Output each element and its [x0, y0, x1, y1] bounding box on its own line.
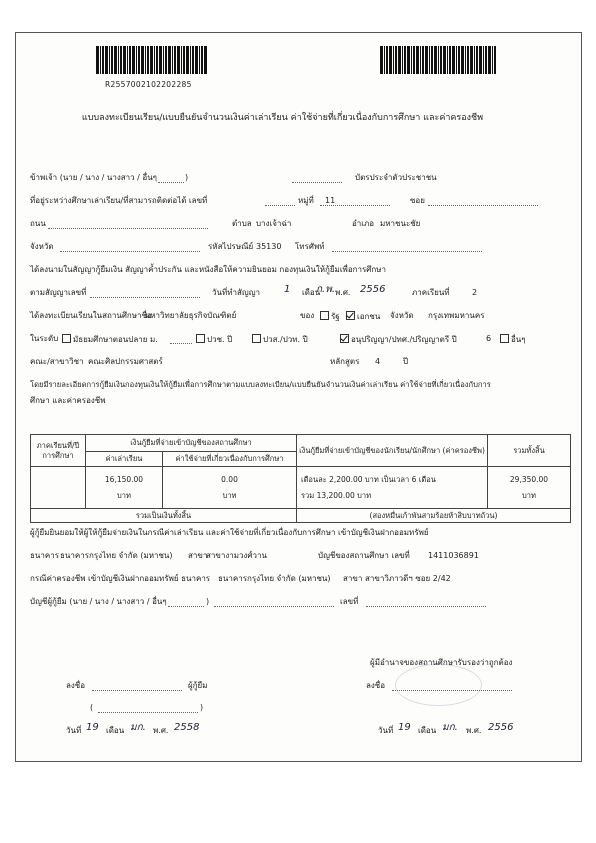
private-option[interactable] — [346, 311, 380, 322]
barcode-bar — [443, 46, 446, 74]
barcode-bar — [132, 46, 135, 74]
barcode-bar — [172, 46, 173, 74]
tuition-cell[interactable] — [86, 467, 163, 509]
barcode-bar — [123, 46, 126, 74]
barcode-bar — [168, 46, 171, 74]
school-bank-label: ธนาคาร — [30, 551, 59, 560]
officer-date-label: วันที่ — [378, 726, 394, 735]
barcode-bar — [145, 46, 146, 74]
barcode-bar — [127, 46, 128, 74]
moo-value[interactable]: 11 — [325, 196, 336, 205]
tambon-value[interactable]: บางเจ้าฉ่า — [256, 219, 292, 228]
living-branch-value[interactable]: สาขาวิภาวดีฯ ซอย 2/42 — [365, 574, 451, 583]
barcode-bar — [411, 46, 412, 74]
school-account-label: บัญชีของสถานศึกษา เลขที่ — [318, 551, 410, 560]
total-words-label: รวมเป็นเงินทั้งสิ้น — [31, 509, 297, 523]
contract-date-value[interactable]: 1 — [284, 284, 291, 295]
barcode-bar — [474, 46, 475, 74]
borrower-role: ผู้กู้ยืม — [188, 681, 208, 690]
total-words: (สองหมื่นเก้าพันสามร้อยห้าสิบบาทถ้วน) — [297, 509, 571, 523]
contract-month-label: เดือน — [302, 288, 321, 297]
applicant-label: ข้าพเจ้า (นาย / นาง / นางสาว / อื่นๆ — [30, 173, 157, 182]
barcode-bar — [138, 46, 140, 74]
school-of-label: ของ — [300, 311, 315, 320]
barcode-bar — [181, 46, 182, 74]
related-expense-baht: บาท — [222, 490, 237, 500]
borrower-title-close: ) — [206, 597, 210, 606]
barcode-bar — [476, 46, 478, 74]
barcode-bar — [485, 46, 487, 74]
barcode-number: R25570021022022​85 — [105, 80, 192, 89]
barcode-bar — [413, 46, 415, 74]
level-option-other[interactable] — [500, 334, 526, 345]
soi-label: ซอย — [410, 196, 425, 205]
contract-no-blank[interactable] — [90, 288, 200, 298]
total-cell[interactable] — [488, 467, 571, 509]
loan-detail-statement-cont: ศึกษา และค่าครองชีพ — [30, 396, 106, 405]
consent-statement: ผู้กู้ยืมยินยอมให้ผู้ให้กู้ยืมจ่ายเงินในกรณีค่าเล่าเรียน และค่าใช้จ่ายที่เกี่ยวเนื่องกับการศึกษา เข้าบัญชีเงินฝากออมทรัพย์ — [30, 528, 429, 537]
amphoe-label: อำเภอ — [352, 219, 375, 228]
barcode-bar — [386, 46, 388, 74]
borrower-paren-close: ) — [200, 703, 204, 712]
barcode-bar — [186, 46, 189, 74]
borrower-account-no-label: เลขที่ — [340, 597, 359, 606]
sum-label: รวม — [301, 490, 315, 500]
barcode-bar — [156, 46, 158, 74]
barcode-bar — [404, 46, 406, 74]
borrower-sign-label: ลงชื่อ — [66, 681, 86, 690]
phone-label: โทรศัพท์ — [295, 242, 325, 251]
province-label: จังหวัด — [30, 242, 54, 251]
borrower-account-label: บัญชีผู้กู้ยืม (นาย / นาง / นางสาว / อื่นๆ — [30, 597, 167, 606]
barcode-bar — [380, 46, 383, 74]
secondary-checkbox[interactable] — [62, 334, 71, 343]
barcode-bar — [105, 46, 108, 74]
total-baht: บาท — [522, 490, 536, 500]
barcode-bar — [456, 46, 457, 74]
barcode-bar — [190, 46, 191, 74]
borrower-year-value[interactable]: 2558 — [174, 722, 200, 733]
borrower-signature-blank[interactable] — [92, 681, 182, 691]
tuition-baht: บาท — [117, 490, 131, 500]
school-payment-header: เงินกู้ยืมที่จ่ายเข้าบัญชีของสถานศึกษา — [86, 435, 297, 452]
private-checkbox[interactable] — [346, 311, 355, 320]
living-branch-label: สาขา — [343, 574, 363, 583]
barcode-bar — [461, 46, 464, 74]
sum-line — [301, 491, 487, 501]
barcode-bar — [163, 46, 164, 74]
bachelor-checkbox[interactable] — [340, 334, 349, 343]
related-expense-value: 0.00 — [221, 474, 238, 484]
tuition-value: 16,150.00 — [104, 474, 144, 484]
months-unit: เดือน — [418, 474, 436, 484]
student-payment-header: เงินกู้ยืมที่จ่ายเข้าบัญชีของนักเรียน/นักศึกษา (ค่าครองชีพ) — [297, 435, 488, 467]
secondary-label: มัธยมศึกษาตอนปลาย ม. — [73, 335, 158, 344]
secondary-year-blank[interactable] — [170, 334, 192, 344]
barcode-bar — [114, 46, 117, 74]
high-vocational-checkbox[interactable] — [252, 334, 261, 343]
bachelor-label: อนุปริญญา/ปทศ./ปริญญาตรี ปี — [351, 335, 457, 344]
related-expense-cell[interactable] — [163, 467, 297, 509]
barcode-bar — [431, 46, 433, 74]
barcode-bar — [492, 46, 493, 74]
contract-statement: ได้ลงนามในสัญญากู้ยืมเงิน สัญญาค้ำประกัน และหนังสือให้ความยินยอม กองทุนเงินให้กู้ยืมเพื่อการศึกษา — [30, 265, 386, 274]
barcode-bar — [129, 46, 131, 74]
school-branch-value[interactable]: สาขางามวงศ์วาน — [206, 551, 267, 560]
title-close: ) — [185, 173, 189, 182]
barcode-bar — [440, 46, 442, 74]
barcode-bar — [150, 46, 153, 74]
school-account-value[interactable]: 1411036891 — [428, 551, 479, 560]
barcode-bar — [407, 46, 410, 74]
faculty-label: คณะ/สาขาวิชา — [30, 357, 84, 366]
borrower-printed-name-blank[interactable] — [98, 703, 198, 713]
barcode-bar — [204, 46, 207, 74]
level-option-vocational[interactable] — [196, 334, 232, 345]
school-branch-label: สาขา — [188, 551, 208, 560]
term-cell[interactable] — [31, 467, 86, 509]
contract-month-value[interactable]: ก.พ. — [316, 284, 336, 295]
other-label: อื่นๆ — [511, 335, 526, 344]
tuition-header: ค่าเล่าเรียน — [86, 452, 163, 467]
living-cost-cell[interactable] — [297, 467, 488, 509]
borrower-date-label: วันที่ — [66, 726, 82, 735]
barcode-bar — [488, 46, 491, 74]
barcode-left — [96, 46, 211, 74]
barcode-bar — [467, 46, 469, 74]
barcode-bar — [470, 46, 473, 74]
barcode-bar — [199, 46, 200, 74]
tambon-label: ตำบล — [232, 219, 252, 228]
monthly-label: เดือนละ — [301, 474, 327, 484]
borrower-title-blank[interactable] — [168, 597, 204, 607]
barcode-bar — [422, 46, 424, 74]
barcode-bar — [402, 46, 403, 74]
barcode-bar — [389, 46, 392, 74]
sum-baht: บาท — [357, 490, 372, 500]
barcode-bar — [458, 46, 460, 74]
barcode-bar — [434, 46, 437, 74]
barcode-bar — [141, 46, 144, 74]
borrower-account-no-blank[interactable] — [366, 597, 486, 607]
living-bank-value[interactable]: ธนาคารกรุงไทย จำกัด (มหาชน) — [218, 574, 331, 583]
borrower-year-label: พ.ศ. — [153, 726, 169, 735]
barcode-bar — [452, 46, 455, 74]
borrower-paren-open: ( — [90, 703, 94, 712]
phone-blank[interactable] — [332, 242, 482, 252]
school-province-label: จังหวัด — [390, 311, 414, 320]
barcode-bar — [147, 46, 149, 74]
barcode-bar — [384, 46, 385, 74]
vocational-label: ปวช. ปี — [207, 335, 233, 344]
state-option-label: รัฐ — [331, 312, 340, 321]
moo-blank — [320, 196, 390, 206]
other-checkbox[interactable] — [500, 334, 509, 343]
borrower-month-value[interactable]: มก. — [130, 722, 146, 733]
barcode-bar — [201, 46, 203, 74]
barcode-bar — [100, 46, 101, 74]
level-option-high-vocational[interactable] — [252, 334, 308, 345]
contract-year-value[interactable]: 2556 — [360, 284, 386, 295]
level-option-secondary[interactable] — [62, 334, 158, 345]
barcode-bar — [165, 46, 167, 74]
barcode-bar — [111, 46, 113, 74]
name-blank[interactable] — [292, 173, 342, 183]
school-province-value[interactable]: กรุงเทพมหานคร — [428, 311, 485, 320]
barcode-bar — [154, 46, 155, 74]
address-label: ที่อยู่ระหว่างศึกษาเล่าเรียน/ที่สามารถติดต่อได้ เลขที่ — [30, 196, 208, 205]
private-option-label: เอกชน — [357, 312, 381, 321]
course-label: หลักสูตร — [330, 357, 360, 366]
barcode-bar — [109, 46, 110, 74]
borrower-name-blank[interactable] — [214, 597, 334, 607]
officer-year-value[interactable]: 2556 — [488, 722, 514, 733]
barcode-bar — [102, 46, 104, 74]
barcode-bar — [416, 46, 419, 74]
sum-value: 13,200.00 — [316, 490, 355, 500]
monthly-line — [301, 475, 487, 485]
title-blank[interactable] — [158, 173, 184, 183]
officer-month-value[interactable]: มก. — [442, 722, 458, 733]
term-label: ภาคเรียนที่ — [412, 288, 450, 297]
contract-date-label: วันที่ทำสัญญา — [212, 288, 261, 297]
barcode-bar — [465, 46, 466, 74]
barcode-bar — [449, 46, 451, 74]
borrower-month-label: เดือน — [106, 726, 125, 735]
barcode-bar — [429, 46, 430, 74]
loan-table — [30, 434, 571, 523]
state-option[interactable] — [320, 311, 340, 322]
barcode-right — [380, 46, 498, 74]
certify-statement: ผู้มีอำนาจของสถานศึกษารับรองว่าถูกต้อง — [370, 658, 513, 667]
state-checkbox[interactable] — [320, 311, 329, 320]
barcode-bar — [395, 46, 397, 74]
course-value[interactable]: 4 — [375, 357, 381, 366]
faculty-value[interactable]: คณะศิลปกรรมศาสตร์ — [88, 357, 163, 366]
barcode-bar — [136, 46, 137, 74]
id-card-label: บัตรประจำตัวประชาชน — [355, 173, 437, 182]
vocational-checkbox[interactable] — [196, 334, 205, 343]
barcode-bar — [159, 46, 162, 74]
barcode-bar — [118, 46, 119, 74]
officer-date-value[interactable]: 19 — [398, 722, 411, 733]
school-label: ได้ลงทะเบียนเรียนในสถานศึกษาชื่อ — [30, 311, 152, 320]
total-header: รวมทั้งสิ้น — [488, 435, 571, 467]
level-option-bachelor[interactable] — [340, 334, 457, 345]
barcode-bar — [195, 46, 198, 74]
term-value[interactable]: 2 — [472, 288, 478, 297]
moo-label: หมู่ที่ — [298, 196, 314, 205]
level-label: ในระดับ — [30, 334, 59, 343]
road-blank[interactable] — [48, 219, 208, 229]
barcode-bar — [479, 46, 482, 74]
school-value[interactable]: มหาวิทยาลัยธุรกิจบัณฑิตย์ — [145, 311, 237, 320]
barcode-bar — [174, 46, 176, 74]
loan-detail-statement: โดยมีรายละเอียดการกู้ยืมเงินกองทุนเงินให้กู้ยืมเพื่อการศึกษาตามแบบลงทะเบียน/แบบยืนยันจำนวนเงินค่าเล่าเรียน ค่าใช้จ่ายที่เกี่ยวเนื่องกับการ — [30, 380, 491, 389]
living-bank-label: กรณีค่าครองชีพ เข้าบัญชีเงินฝากออมทรัพย์ ธนาคาร — [30, 574, 211, 583]
province-blank[interactable] — [60, 242, 200, 252]
level-year-value[interactable]: 6 — [486, 334, 492, 343]
barcode-bar — [494, 46, 496, 74]
barcode-bar — [96, 46, 99, 74]
officer-month-label: เดือน — [418, 726, 437, 735]
barcode-bar — [398, 46, 401, 74]
course-unit: ปี — [403, 357, 409, 366]
barcode-bar — [120, 46, 122, 74]
term-header: ภาคเรียนที่/ปีการศึกษา — [31, 435, 86, 467]
barcode-bar — [420, 46, 421, 74]
contract-year-label: พ.ศ. — [335, 288, 351, 297]
barcode-bar — [447, 46, 448, 74]
amphoe-value[interactable]: มหาชนะชัย — [380, 219, 421, 228]
period-label: บาท เป็นเวลา — [364, 474, 410, 484]
form-title: แบบลงทะเบียนเรียน/แบบยืนยันจำนวนเงินค่าเล่าเรียน ค่าใช้จ่ายที่เกี่ยวเนื่องกับการศึกษา และค่าครองชีพ — [81, 113, 484, 123]
barcode-bar — [483, 46, 484, 74]
school-bank-value[interactable]: ธนาคารกรุงไทย จำกัด (มหาชน) — [60, 551, 173, 560]
high-vocational-label: ปวส./ปวท. ปี — [263, 335, 308, 344]
officer-signature-blank[interactable] — [392, 681, 512, 691]
related-expense-header: ค่าใช้จ่ายที่เกี่ยวเนื่องกับการศึกษา — [163, 452, 297, 467]
total-value: 29,350.00 — [509, 474, 549, 484]
house-number-blank[interactable] — [265, 196, 295, 206]
barcode-bar — [177, 46, 180, 74]
borrower-date-value[interactable]: 19 — [86, 722, 99, 733]
officer-sign-label: ลงชื่อ — [366, 681, 386, 690]
monthly-value: 2,200.00 — [329, 474, 363, 484]
barcode-bar — [438, 46, 439, 74]
barcode-bar — [393, 46, 394, 74]
barcode-bar — [425, 46, 428, 74]
postal-label: รหัสไปรษณีย์ — [208, 242, 254, 251]
barcode-bar — [183, 46, 185, 74]
barcode-bar — [192, 46, 194, 74]
officer-year-label: พ.ศ. — [466, 726, 482, 735]
months-value: 6 — [411, 474, 417, 484]
contract-no-label: ตามสัญญาเลขที่ — [30, 288, 87, 297]
road-label: ถนน — [30, 219, 46, 228]
soi-blank[interactable] — [428, 196, 538, 206]
postal-value[interactable]: 35130 — [256, 242, 282, 251]
